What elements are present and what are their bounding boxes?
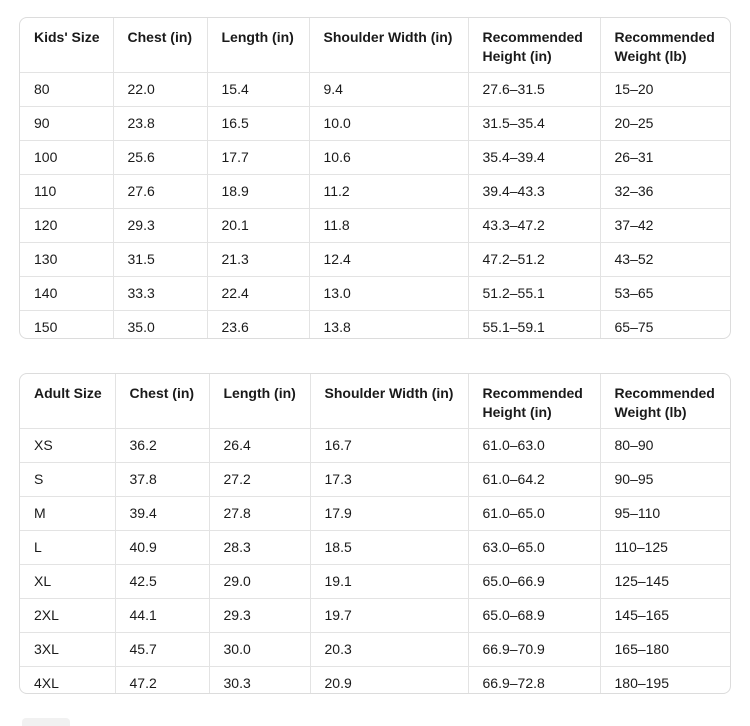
adult-header-row <box>20 374 730 428</box>
table-cell: 65.0–68.9 <box>468 598 600 632</box>
table-cell: 13.8 <box>309 310 468 339</box>
table-cell: 26–31 <box>600 140 730 174</box>
adult-size-table-card <box>19 373 731 694</box>
table-cell: 22.4 <box>207 276 309 310</box>
table-cell: 39.4–43.3 <box>468 174 600 208</box>
table-cell: 43.3–47.2 <box>468 208 600 242</box>
table-cell: 44.1 <box>115 598 209 632</box>
kids-size-table-card <box>19 17 731 339</box>
table-cell: 66.9–72.8 <box>468 666 600 694</box>
table-cell: 65.0–66.9 <box>468 564 600 598</box>
table-cell: 61.0–63.0 <box>468 428 600 462</box>
table-row <box>20 174 730 208</box>
column-header: Shoulder Width (in) <box>309 18 468 72</box>
table-cell: 11.2 <box>309 174 468 208</box>
table-row <box>20 208 730 242</box>
table-cell: 100 <box>20 140 113 174</box>
table-cell: 40.9 <box>115 530 209 564</box>
table-cell: 55.1–59.1 <box>468 310 600 339</box>
table-cell: 66.9–70.9 <box>468 632 600 666</box>
table-cell: 2XL <box>20 598 115 632</box>
table-cell: 31.5–35.4 <box>468 106 600 140</box>
table-cell: 95–110 <box>600 496 730 530</box>
column-header: Length (in) <box>209 374 310 428</box>
table-cell: 20.3 <box>310 632 468 666</box>
table-cell: 43–52 <box>600 242 730 276</box>
table-cell: 4XL <box>20 666 115 694</box>
kids-header-row <box>20 18 730 72</box>
table-row <box>20 496 730 530</box>
table-row <box>20 462 730 496</box>
table-cell: 37–42 <box>600 208 730 242</box>
table-row <box>20 564 730 598</box>
table-cell: 42.5 <box>115 564 209 598</box>
column-header: Recommended Weight (lb) <box>600 18 730 72</box>
table-cell: 165–180 <box>600 632 730 666</box>
table-cell: 21.3 <box>207 242 309 276</box>
table-row <box>20 242 730 276</box>
table-cell: 13.0 <box>309 276 468 310</box>
table-cell: 35.0 <box>113 310 207 339</box>
table-row <box>20 72 730 106</box>
table-cell: 27.8 <box>209 496 310 530</box>
table-cell: 130 <box>20 242 113 276</box>
table-cell: 30.3 <box>209 666 310 694</box>
table-cell: 25.6 <box>113 140 207 174</box>
table-cell: 47.2 <box>115 666 209 694</box>
table-cell: 140 <box>20 276 113 310</box>
table-cell: 20–25 <box>600 106 730 140</box>
table-cell: 35.4–39.4 <box>468 140 600 174</box>
table-cell: 37.8 <box>115 462 209 496</box>
table-cell: 53–65 <box>600 276 730 310</box>
kids-table-body <box>20 72 730 339</box>
table-cell: 150 <box>20 310 113 339</box>
table-cell: 20.9 <box>310 666 468 694</box>
table-cell: 29.3 <box>209 598 310 632</box>
table-cell: 65–75 <box>614 318 654 335</box>
table-cell: XL <box>20 564 115 598</box>
adult-table-body <box>20 428 730 694</box>
column-header: Chest (in) <box>115 374 209 428</box>
table-cell: 80–90 <box>600 428 730 462</box>
kids-size-table <box>20 18 730 339</box>
table-row <box>20 666 730 694</box>
table-cell: 15.4 <box>207 72 309 106</box>
table-cell: 22.0 <box>113 72 207 106</box>
table-row <box>20 140 730 174</box>
table-cell: 23.6 <box>207 310 309 339</box>
table-cell: 32–36 <box>600 174 730 208</box>
table-cell: 110 <box>20 174 113 208</box>
table-cell: 29.3 <box>113 208 207 242</box>
table-cell: 15–20 <box>600 72 730 106</box>
table-cell: 18.9 <box>207 174 309 208</box>
table-cell: 17.7 <box>207 140 309 174</box>
table-cell: 61.0–64.2 <box>468 462 600 496</box>
column-header: Length (in) <box>207 18 309 72</box>
bottom-edge-element <box>22 718 70 726</box>
table-cell: 11.8 <box>309 208 468 242</box>
table-cell: 29.0 <box>209 564 310 598</box>
table-cell: 10.6 <box>309 140 468 174</box>
table-cell: 125–145 <box>600 564 730 598</box>
table-cell: 18.5 <box>310 530 468 564</box>
column-header: Kids' Size <box>20 18 113 72</box>
table-cell: 30.0 <box>209 632 310 666</box>
table-cell: 45.7 <box>115 632 209 666</box>
table-cell: 80 <box>20 72 113 106</box>
table-cell: 16.5 <box>207 106 309 140</box>
table-cell: 27.6–31.5 <box>468 72 600 106</box>
table-cell: L <box>20 530 115 564</box>
column-header: Recommended Weight (lb) <box>600 374 730 428</box>
table-cell: 31.5 <box>113 242 207 276</box>
column-header: Adult Size <box>20 374 115 428</box>
table-row <box>20 310 730 339</box>
table-cell: 3XL <box>20 632 115 666</box>
adult-size-table <box>20 374 730 694</box>
table-row <box>20 632 730 666</box>
table-cell: 145–165 <box>600 598 730 632</box>
table-row <box>20 106 730 140</box>
table-cell: 180–195 <box>614 674 670 691</box>
column-header: Shoulder Width (in) <box>310 374 468 428</box>
table-cell: 51.2–55.1 <box>468 276 600 310</box>
table-cell: 17.9 <box>310 496 468 530</box>
table-cell: 110–125 <box>600 530 730 564</box>
table-row <box>20 428 730 462</box>
table-cell: 90–95 <box>600 462 730 496</box>
table-cell: 19.1 <box>310 564 468 598</box>
table-cell: 17.3 <box>310 462 468 496</box>
table-row <box>20 598 730 632</box>
column-header: Chest (in) <box>113 18 207 72</box>
table-cell: 12.4 <box>309 242 468 276</box>
table-cell: M <box>20 496 115 530</box>
table-cell: 33.3 <box>113 276 207 310</box>
table-cell: 19.7 <box>310 598 468 632</box>
table-cell: 90 <box>20 106 113 140</box>
table-cell: 28.3 <box>209 530 310 564</box>
table-cell: 10.0 <box>309 106 468 140</box>
table-cell: 39.4 <box>115 496 209 530</box>
table-cell: 36.2 <box>115 428 209 462</box>
table-cell: 16.7 <box>310 428 468 462</box>
table-cell: 9.4 <box>309 72 468 106</box>
table-cell: 47.2–51.2 <box>468 242 600 276</box>
table-cell: 120 <box>20 208 113 242</box>
table-cell: 20.1 <box>207 208 309 242</box>
table-cell: XS <box>20 428 115 462</box>
table-row <box>20 530 730 564</box>
table-cell: 26.4 <box>209 428 310 462</box>
table-cell: S <box>20 462 115 496</box>
table-cell: 23.8 <box>113 106 207 140</box>
table-cell: 27.2 <box>209 462 310 496</box>
table-cell: 63.0–65.0 <box>468 530 600 564</box>
column-header: Recommended Height (in) <box>468 18 600 72</box>
table-cell: 27.6 <box>113 174 207 208</box>
table-row <box>20 276 730 310</box>
column-header: Recommended Height (in) <box>468 374 600 428</box>
table-cell: 61.0–65.0 <box>468 496 600 530</box>
